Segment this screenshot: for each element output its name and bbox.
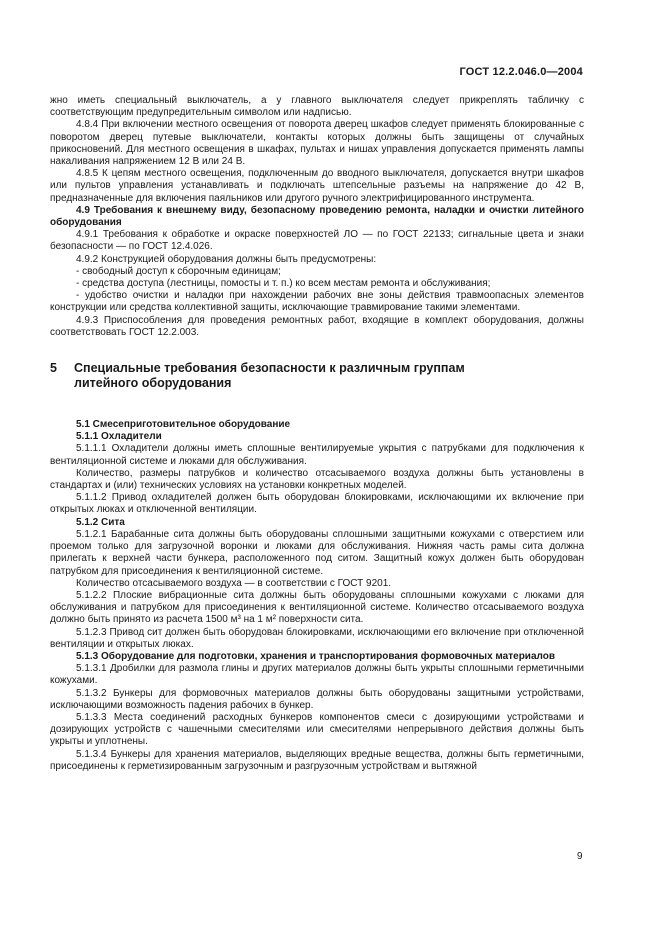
paragraphs-after-section <box>50 419 584 773</box>
paragraph: Количество отсасываемого воздуха — в соответствии с ГОСТ 9201. <box>76 577 392 589</box>
subheading: 5.1.3 Оборудование для подготовки, хранения и транспортирования формовочных материалов <box>76 650 555 662</box>
paragraph: 4.9.1 Требования к обработке и окраске поверхностей ЛО — по ГОСТ 22133; сигнальные цвета и знаки безопасности — по ГОСТ 12.4.026. <box>50 229 584 253</box>
subheading: 5.1.1 Охладители <box>76 431 162 443</box>
paragraph: - удобство очистки и наладки при нахождении рабочих вне зоны действия травмоопасных элементов конструкции или средства коллективной защиты, исключающие травмирование такими элементами. <box>50 290 584 314</box>
paragraph: 5.1.2.1 Барабанные сита должны быть оборудованы сплошными защитными кожухами с отверстием или проемом только для загрузочной воронки и люками для обслуживания. Нижняя часть рамы сита должна прилегать к верхней части бункера, расположенного под ситом. Защитный кожух должен быть оборудован патрубком для присоединения к вентиляционной системе. <box>50 528 584 577</box>
paragraph: - средства доступа (лестницы, помосты и т. п.) ко всем местам ремонта и обслуживания; <box>76 278 491 290</box>
section-heading <box>50 361 584 391</box>
paragraphs-before-section <box>50 95 584 339</box>
document-code-header: ГОСТ 12.2.046.0—2004 <box>459 66 583 78</box>
paragraph: 5.1.2.3 Привод сит должен быть оборудован блокировками, исключающими его включение при отключенной вентиляции и открытых люках. <box>50 626 584 650</box>
paragraph: 5.1.3.4 Бункеры для хранения материалов, выделяющих вредные вещества, должны быть герметичными, присоединены к герметизированным загрузочным и разгрузочным устройствам и вытяжной <box>50 748 584 772</box>
subheading: 5.1.2 Сита <box>76 516 125 528</box>
subheading: 5.1 Смесеприготовительное оборудование <box>76 419 291 431</box>
paragraph: жно иметь специальный выключатель, а у главного выключателя следует прикреплять табличку с соответствующим предупредительным символом или надписью. <box>50 95 584 119</box>
page-number: 9 <box>577 851 583 862</box>
paragraph: 4.8.4 При включении местного освещения от поворота дверец шкафов следует применять блокированные с поворотом дверец путевые выключатели, контакты которых должны быть защищены от случайных прикосновений. Для местного освещения в шкафах, пультах и нишах управления допускается применять лампы накаливания напряжением 12 В или 24 В. <box>50 119 584 168</box>
paragraph: 5.1.1.1 Охладители должны иметь сплошные вентилируемые укрытия с патрубками для подключения к вентиляционной системе и люками для обслуживания. <box>50 443 584 467</box>
paragraph: Количество, размеры патрубков и количество отсасываемого воздуха должны быть установлены в стандартах и (или) технических условиях на установки конкретных моделей. <box>50 467 584 492</box>
paragraph: 5.1.1.2 Привод охладителей должен быть оборудован блокировками, исключающими их включение при открытых люках и отключенной вентиляции. <box>50 492 584 516</box>
paragraph: 5.1.3.3 Места соединений расходных бункеров компонентов смеси с дозирующими устройствами и дозирующих устройств с чашечными смесителями или смесителями непрерывного действия должны быть укрыты и уплотнены. <box>50 711 584 748</box>
paragraph: 5.1.2.2 Плоские вибрационные сита должны быть оборудованы сплошными кожухами с люками для обслуживания и патрубком для присоединения к вентиляционной системе. Количество отсасываемого воздуха должно быть принято из расчета 1500 м³ на 1 м² поверхности сита. <box>50 589 584 626</box>
paragraph: 4.9.2 Конструкцией оборудования должны быть предусмотрены: <box>76 253 377 265</box>
paragraph: 4.9.3 Приспособления для проведения ремонтных работ, входящие в комплект оборудования, должны соответствовать ГОСТ 12.2.003. <box>50 314 584 338</box>
paragraph: 5.1.3.1 Дробилки для размола глины и других материалов должны быть укрыты сплошными герметичными кожухами. <box>50 663 584 687</box>
section-number: 5 <box>50 361 57 376</box>
paragraph: 4.8.5 К цепям местного освещения, подключенным до вводного выключателя, допускается внутри шкафов или пультов управления устанавливать и подключать штепсельные разъемы на напряжение до 42 В, предназначенные для включения паяльников или другого ручного электрифицированного инструмента. <box>50 168 584 204</box>
paragraph: - свободный доступ к сборочным единицам; <box>76 265 281 277</box>
page-content <box>50 95 584 773</box>
subheading: 4.9 Требования к внешнему виду, безопасному проведению ремонта, наладки и очистки литейного оборудования <box>50 204 584 229</box>
section-title-line2: литейного оборудования <box>74 376 232 391</box>
section-title-line1: Специальные требования безопасности к различным группам <box>74 361 465 376</box>
paragraph: 5.1.3.2 Бункеры для формовочных материалов должны быть оборудованы защитными устройствами, исключающими возможность падения рабочих в бункер. <box>50 687 584 711</box>
